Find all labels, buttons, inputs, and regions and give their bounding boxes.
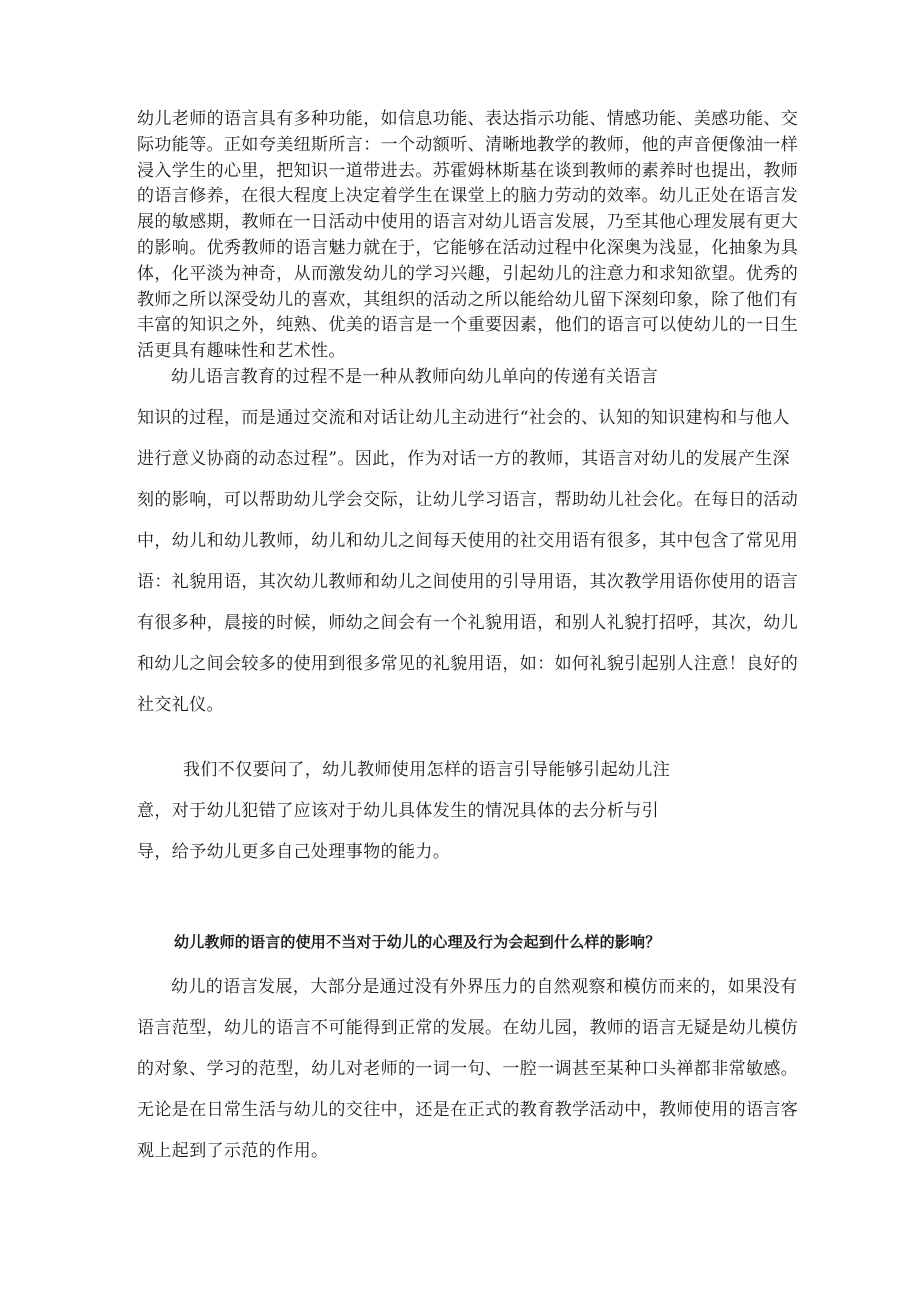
text-line: 活更具有趣味性和艺术性。 <box>137 341 346 362</box>
text-line: 进行意义协商的动态过程”。因此，作为对话一方的教师，其语言对幼儿的发展产生深 <box>137 449 790 469</box>
text-line: 幼儿老师的语言具有多种功能，如信息功能、表达指示功能、情感功能、美感功能、交 <box>137 109 799 129</box>
paragraph-language-education-process <box>137 357 799 726</box>
text-line: 教师之所以深受幼儿的喜欢，其组织的活动之所以能给幼儿留下深刻印象，除了他们有 <box>137 289 799 310</box>
text-line: 中，幼儿和幼儿教师，幼儿和幼儿之间每天使用的社交用语有很多，其中包含了常见用 <box>137 531 799 551</box>
text-line: 意，对于幼儿犯错了应该对于幼儿具体发生的情况具体的去分析与引 <box>137 801 659 821</box>
text-line: 的影响。优秀教师的语言魅力就在于，它能够在活动过程中化深奥为浅显，化抽象为具 <box>137 237 799 258</box>
text-line: 浸入学生的心里，把知识一道带进去。苏霍姆林斯基在谈到教师的素养时也提出，教师 <box>137 160 799 181</box>
text-line: 社交礼仪。 <box>137 695 224 715</box>
text-line: 幼儿的语言发展，大部分是通过没有外界压力的自然观察和模仿而来的，如果没有 <box>171 977 798 997</box>
text-line: 体，化平淡为神奇，从而激发幼儿的学习兴趣，引起幼儿的注意力和求知欲望。优秀的 <box>137 263 799 284</box>
section-heading: 幼儿教师的语言的使用不当对于幼儿的心理及行为会起到什么样的影响？ <box>174 933 661 951</box>
text-line: 幼儿语言教育的过程不是一种从教师向幼儿单向的传递有关语言 <box>171 367 659 387</box>
text-line: 丰富的知识之外，纯熟、优美的语言是一个重要因素，他们的语言可以使幼儿的一日生 <box>137 315 799 336</box>
text-line: 无论是在日常生活与幼儿的交往中，还是在正式的教育教学活动中，教师使用的语言客 <box>137 1100 799 1120</box>
paragraph-language-development <box>137 967 799 1172</box>
text-line: 刻的影响，可以帮助幼儿学会交际，让幼儿学习语言，帮助幼儿社会化。在每日的活动 <box>137 490 799 510</box>
text-line: 际功能等。正如夸美纽斯所言：一个动额听、清晰地教学的教师，他的声音便像油一样 <box>137 134 799 155</box>
paragraph-teacher-language-functions <box>137 107 799 365</box>
text-line: 有很多种，晨接的时候，师幼之间会有一个礼貌用语，和别人礼貌打招呼，其次，幼儿 <box>137 613 799 633</box>
text-line: 我们不仅要问了，幼儿教师使用怎样的语言引导能够引起幼儿注 <box>183 760 671 780</box>
text-line: 语：礼貌用语，其次幼儿教师和幼儿之间使用的引导用语，其次教学用语你使用的语言 <box>137 572 799 592</box>
text-line: 的语言修养，在很大程度上决定着学生在课堂上的脑力劳动的效率。幼儿正处在语言发 <box>137 186 799 207</box>
text-line: 观上起到了示范的作用。 <box>137 1141 329 1161</box>
text-line: 知识的过程，而是通过交流和对话让幼儿主动进行“社会的、认知的知识建构和与他人 <box>137 408 790 428</box>
paragraph-guidance-question <box>137 750 793 873</box>
text-line: 语言范型，幼儿的语言不可能得到正常的发展。在幼儿园，教师的语言无疑是幼儿模仿 <box>137 1018 799 1038</box>
text-line: 展的敏感期，教师在一日活动中使用的语言对幼儿语言发展，乃至其他心理发展有更大 <box>137 212 799 233</box>
text-line: 导，给予幼儿更多自己处理事物的能力。 <box>137 842 451 862</box>
text-line: 和幼儿之间会较多的使用到很多常见的礼貌用语，如：如何礼貌引起别人注意！良好的 <box>137 654 799 674</box>
text-line: 的对象、学习的范型，幼儿对老师的一词一句、一腔一调甚至某种口头禅都非常敏感。 <box>137 1059 799 1079</box>
